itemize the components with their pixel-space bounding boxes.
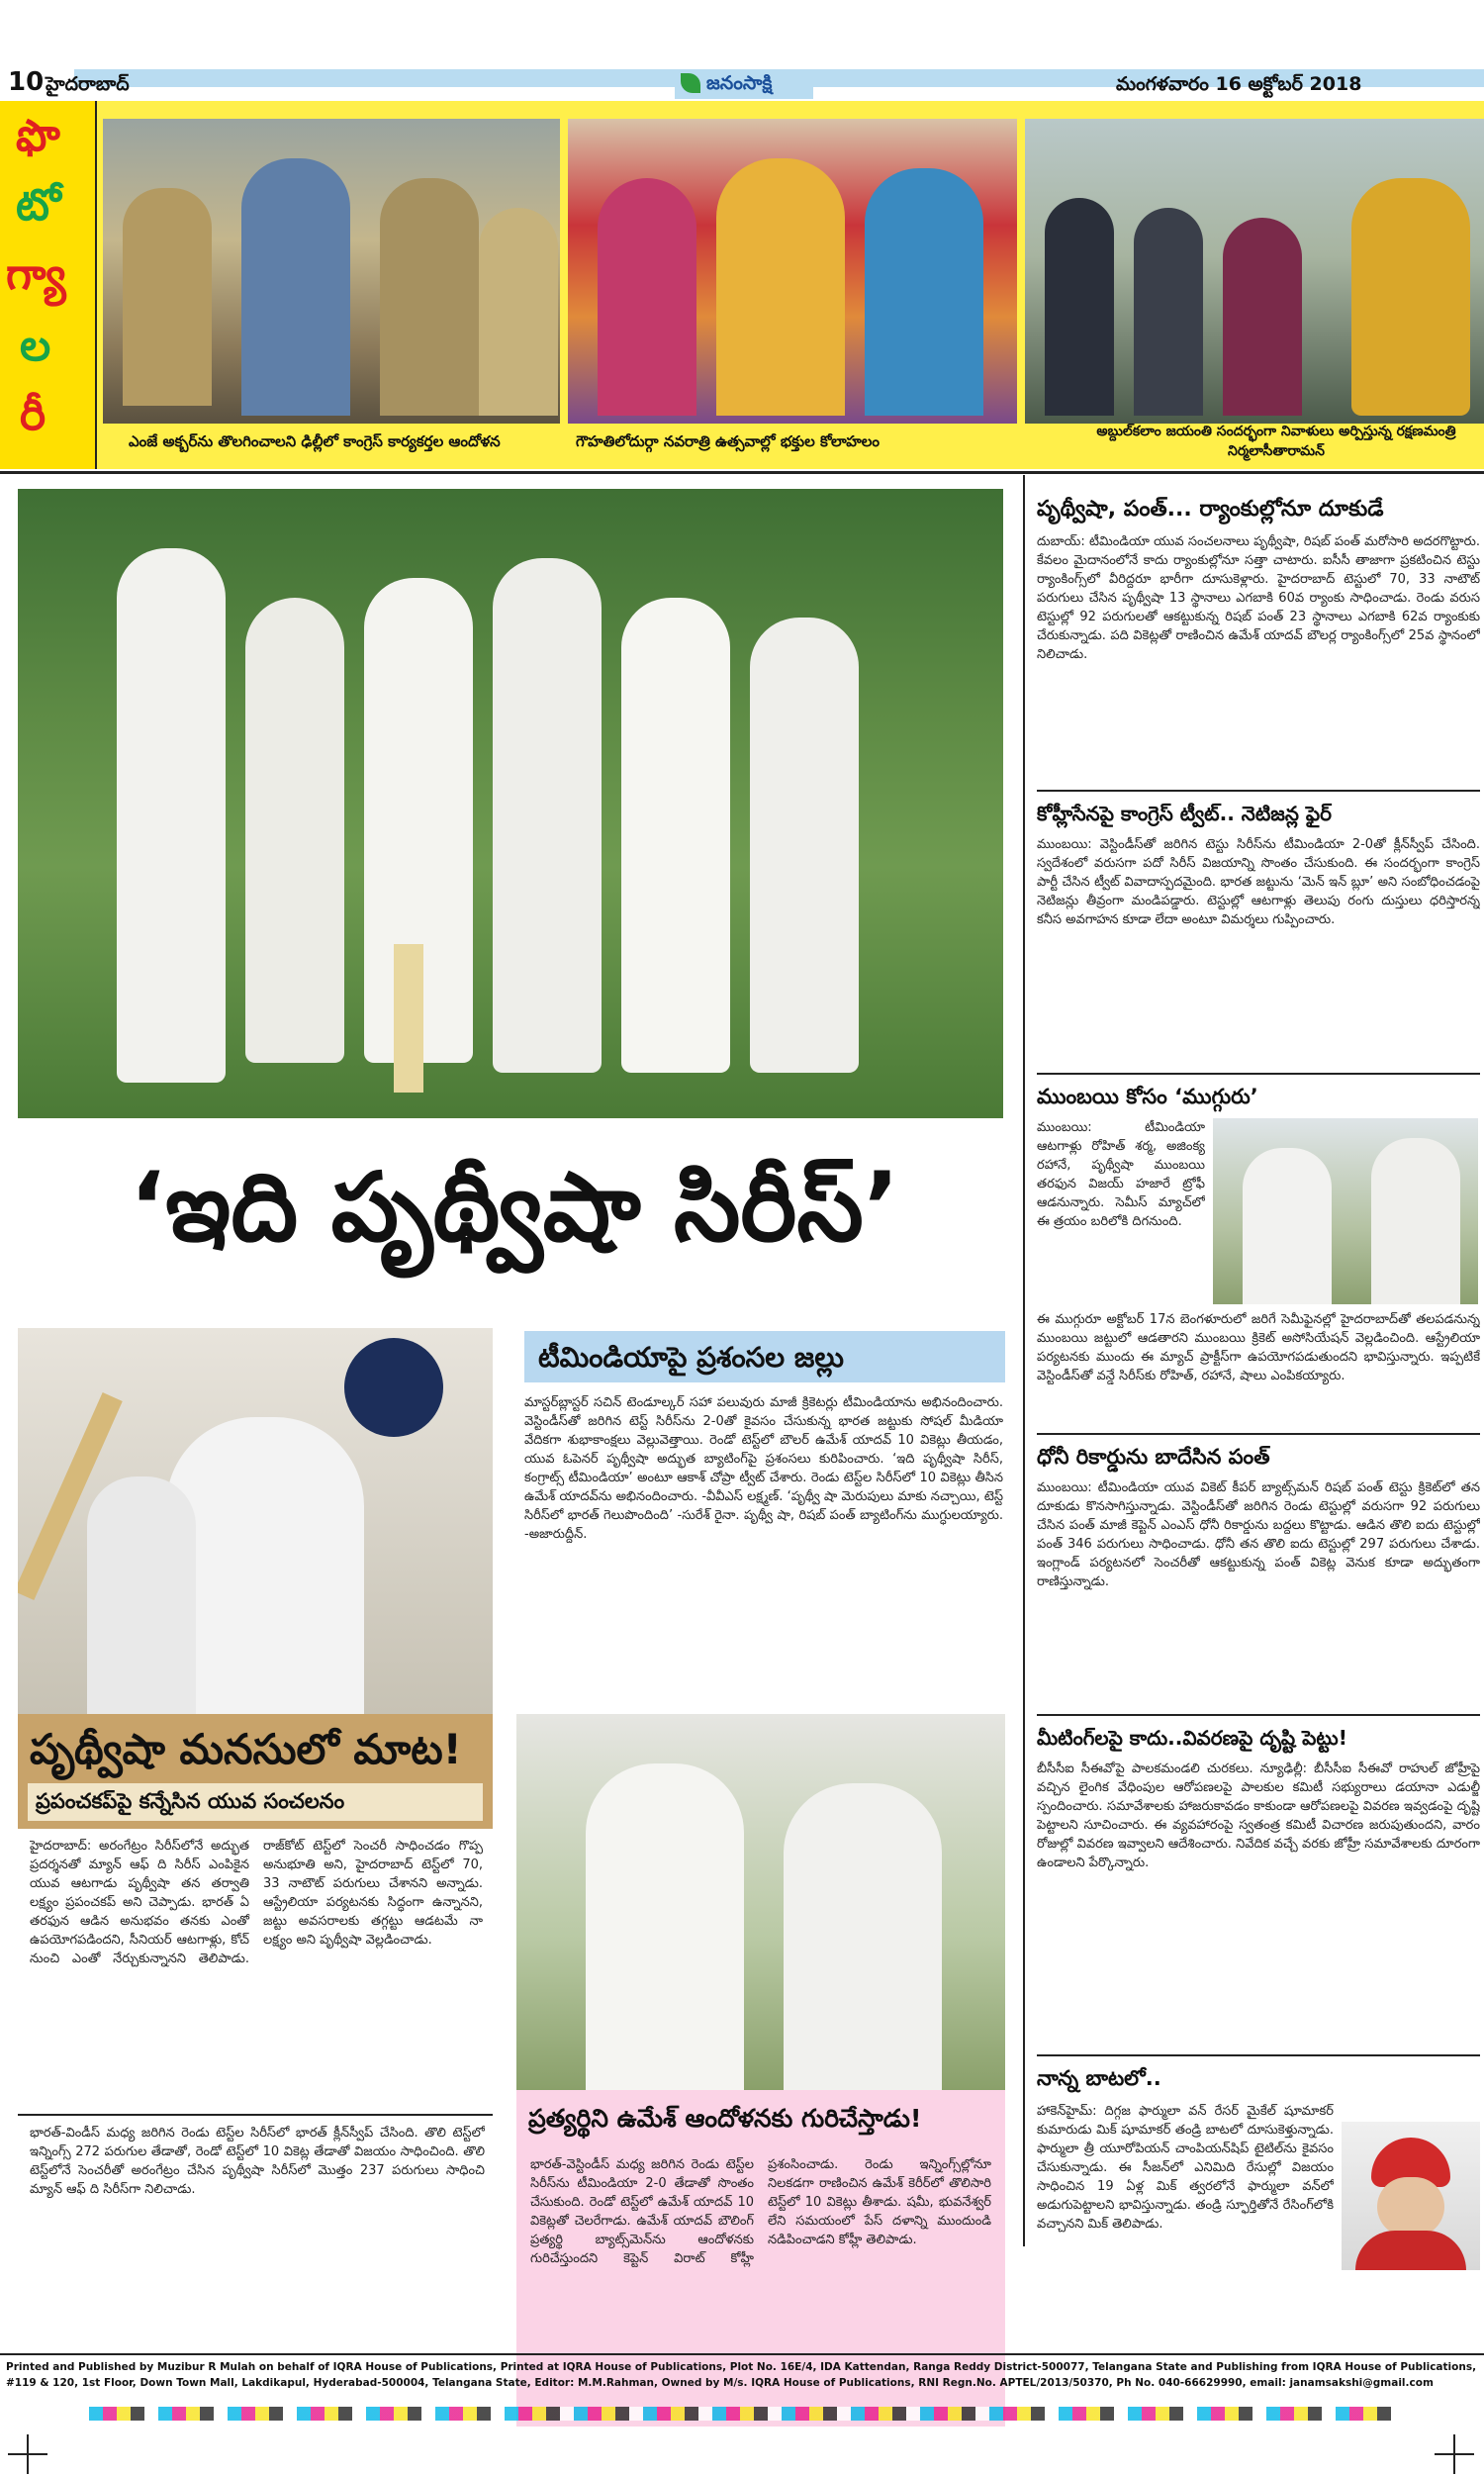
prithvi-body: హైదరాబాద్: అరంగేట్రం సిరీస్‌లోనే అద్భుత ప్రదర్శనతో మ్యాన్ ఆఫ్ ది సిరీస్ ఎంపికైన యువ ఆటగాడు పృథ్వీషా తన తర్వాతి లక్ష్యం ప్రపంచకప్ అని చెప్పాడు. భారత్ ఏ తరఫున ఆడిన అనుభవం తనకు ఎంతో ఉపయోగపడిందని, సీనియర్ ఆటగాళ్లు, కోచ్ నుంచి ఎంతో నేర్చుకున్నానని తెలిపాడు. రాజ్‌కోట్ టెస్ట్‌లో సెంచరీ సాధించడం గొప్ప అనుభూతి అని, హైదరాబాద్ టెస్ట్‌లో 70, 33 నాటౌట్ పరుగులు చేశానని అన్నాడు. ఆస్ట్రేలియా పర్యటనకు సిద్ధంగా ఉన్నానని, జట్టు అవసరాలకు తగ్గట్టు ఆడటమే నా లక్ష్యం అని పృథ్వీషా వెల్లడించాడు.: [30, 1839, 483, 1966]
mumbai-players-photo: [1213, 1118, 1478, 1304]
pant-body: ముంబయి: టీమిండియా యువ వికెట్ కీపర్ బ్యాట్స్‌మన్ రిషబ్ పంత్ టెస్టు క్రికెట్‌లో తన దూకుడు కొనసాగిస్తున్నాడు. వెస్టిండీస్‌తో జరిగిన రెండు టెస్టుల్లో వరుసగా 92 పరుగులు చేసిన పంత్ మాజీ కెప్టెన్ ఎంఎస్ ధోనీ రికార్డును బద్దలు కొట్టాడు. ఆడిన తొలి ఐదు టెస్టుల్లో పంత్ 346 పరుగులు సాధించాడు. ధోనీ తన తొలి ఐదు టెస్టుల్లో 297 పరుగులు చేశాడు. ఇంగ్లాండ్ పర్యటనలో సెంచరీతో ఆకట్టుకున్న పంత్ వికెట్ల వెనుక కూడా అద్భుతంగా రాణిస్తున్నాడు.: [1037, 1480, 1480, 1589]
main-headline: ‘ఇది పృథ్వీషా సిరీస్’: [129, 1152, 900, 1263]
pant-headline: ధోనీ రికార్డును బాదేసిన పంత్: [1037, 1445, 1270, 1469]
gallery-divider: [0, 471, 1484, 474]
gallery-side-char: రీ: [20, 390, 46, 440]
registration-mark: [8, 2434, 47, 2474]
column-divider: [1023, 475, 1025, 2246]
gallery-side-char: గ్యా: [6, 249, 66, 300]
main-story: [0, 475, 1023, 2345]
prithvi-headline: పృథ్వీషా మనసులో మాట!: [30, 1725, 462, 1773]
mick-schumacher-photo: [1342, 2122, 1480, 2270]
prithvi-subhead-bar: [28, 1783, 483, 1821]
rank-body: దుబాయ్: టీమిండియా యువ సంచలనాలు పృథ్వీషా, రిషబ్ పంత్ మరోసారి అదరగొట్టారు. కేవలం మైదానంలోనే కాదు ర్యాంకుల్లోనూ సత్తా చాటారు. ఐసీసీ తాజాగా ప్రకటించిన టెస్టు ర్యాంకింగ్స్‌లో వీరిద్దరూ భారీగా దూసుకెళ్లారు. హైదరాబాద్ టెస్టులో 70, 33 నాటౌట్ పరుగులు చేసిన పృథ్వీషా 13 స్థానాలు ఎగబాకి 60వ ర్యాంకు సాధించాడు. రెండు వరుస టెస్టుల్లో 92 పరుగులతో ఆకట్టుకున్న రిషబ్ పంత్ 23 స్థానాలు ఎగబాకి 62వ ర్యాంకుకు చేరుకున్నాడు. పది వికెట్లతో రాణించిన ఉమేశ్ యాదవ్ బౌలర్ల ర్యాంకింగ్స్‌లో 25వ స్థానంలో నిలిచాడు.: [1037, 534, 1480, 662]
praise-subhead-box: [524, 1331, 1005, 1382]
bottom-left-divider: [18, 2114, 493, 2116]
tweet-body: ముంబయి: వెస్టిండీస్‌తో జరిగిన టెస్టు సిరీస్‌ను టీమిండియా 2-0తో క్లీన్‌స్వీప్ చేసింది. స్వదేశంలో వరుసగా పదో సిరీస్ విజయాన్ని సొంతం చేసుకుంది. ఈ సందర్భంగా కాంగ్రెస్ పార్టీ చేసిన ట్వీట్ వివాదాస్పదమైంది. భారత జట్టును ‘మెన్ ఇన్ బ్లూ’ అని సంబోధించడంపై నెటిజన్లు తీవ్రంగా మండిపడ్డారు. టెస్టుల్లో ఆటగాళ్లు తెలుపు రంగు దుస్తులు ధరిస్తారన్న కనీస అవగాహన కూడా లేదా అంటూ విమర్శలు గుప్పించారు.: [1037, 837, 1480, 927]
section-divider: [1037, 1073, 1480, 1075]
gallery-photo-navratri: [568, 119, 1017, 424]
paper-name: జనంసాక్షి: [706, 72, 773, 94]
masthead: [0, 0, 1484, 101]
gallery-caption: గౌహతిలోదుర్గా నవరాత్రి ఉత్సవాల్లో భక్తుల కోలాహలం: [576, 432, 880, 450]
rank-headline: పృథ్వీషా, పంత్... ర్యాంకుల్లోనూ దూకుడే: [1037, 497, 1384, 522]
team-celebration-photo: [18, 489, 1003, 1118]
section-divider: [1037, 1433, 1480, 1435]
gallery-side-char: ఫొ: [16, 111, 60, 161]
gallery-caption: అబ్దుల్‌కలాం జయంతి సందర్భంగా నివాళులు అర్పిస్తున్న రక్షణమంత్రి నిర్మలాసీతారామన్: [1096, 424, 1456, 459]
gallery-photo-kalam: [1025, 119, 1484, 424]
section-divider: [1037, 790, 1480, 792]
registration-mark: [1435, 2434, 1474, 2474]
gallery-caption: ఎంజే అక్బర్‌ను తొలగించాలని ఢిల్లీలో కాంగ్రెస్ కార్యకర్తల ఆందోళన: [129, 432, 501, 450]
prithvi-shaw-photo: [18, 1328, 493, 1714]
mumbai-body: ఈ ముగ్గురూ అక్టోబర్ 17న బెంగళూరులో జరిగే సెమీఫైనల్లో హైదరాబాద్‌తో తలపడనున్న ముంబయి జట్టులో ఆడతారని ముంబయి క్రికెట్ అసోసియేషన్ వెల్లడించింది. ఆస్ట్రేలియా పర్యటనకు ముందు ఈ మ్యాచ్ ప్రాక్టీస్‌గా ఉపయోగపడుతుందని భావిస్తున్నారు. ఇప్పటికే వెస్టిండీస్‌తో వన్డే సిరీస్‌కు రోహిత్, రహానే, షాలు ఎంపికయ్యారు.: [1037, 1312, 1480, 1383]
page-number: 10: [8, 67, 45, 97]
right-column: [1029, 475, 1484, 2246]
mumbai-headline: ముంబయి కోసం ‘ముగ్గురు’: [1037, 1085, 1258, 1108]
bcci-body: బీసీసీఐ సీఈవోపై పాలకమండలి చురకలు. న్యూఢిల్లీ: బీసీసీఐ సీఈవో రాహుల్ జోహ్రీపై వచ్చిన లైంగిక వేధింపుల ఆరోపణలపై పాలకుల కమిటీ సభ్యురాలు డయానా ఎడుల్జీ స్పందించారు. సమావేశాలకు హాజరుకావడం కాకుండా ఆరోపణలపై వివరణ ఇవ్వడంపై దృష్టి పెట్టాలని సూచించారు. ఈ వ్యవహారంపై స్వతంత్ర కమిటీ విచారణ జరుపుతుందని, వారం రోజుల్లో వివరణ ఇవ్వాలని ఆదేశించారు. నివేదిక వచ్చే వరకు జోహ్రీ సమావేశాలకు దూరంగా ఉండాలని పేర్కొన్నారు.: [1037, 1761, 1480, 1870]
color-calibration-strip: [89, 2407, 1395, 2421]
mick-headline: నాన్న బాటలో..: [1037, 2066, 1161, 2090]
bcci-headline: మీటింగ్‌లపై కాదు..వివరణపై దృష్టి పెట్టు!: [1037, 1726, 1347, 1750]
umesh-body: భారత్-వెస్టిండీస్ మధ్య జరిగిన రెండు టెస్ట్‌ల సిరీస్‌ను టీమిండియా 2-0 తేడాతో సొంతం చేసుకుంది. రెండో టెస్ట్‌లో ఉమేశ్ యాదవ్ 10 వికెట్లతో చెలరేగాడు. ఉమేశ్ యాదవ్ బౌలింగ్ ప్రత్యర్థి బ్యాట్స్‌మెన్‌ను ఆందోళనకు గురిచేస్తుందని కెప్టెన్ విరాట్ కోహ్లీ ప్రశంసించాడు. రెండు ఇన్నింగ్స్‌ల్లోనూ నిలకడగా రాణించిన ఉమేశ్ కెరీర్‌లో తొలిసారి టెస్ట్‌లో 10 వికెట్లు తీశాడు. షమీ, భువనేశ్వర్ లేని సమయంలో పేస్ దళాన్ని ముందుండి నడిపించాడని కోహ్లీ తెలిపాడు.: [530, 2157, 991, 2266]
city-label: హైదరాబాద్: [46, 73, 130, 95]
praise-body: మాస్టర్‌బ్లాస్టర్ సచిన్ టెండూల్కర్ సహా పలువురు మాజీ క్రికెటర్లు టీమిండియాను అభినందించారు. వెస్టిండీస్‌తో జరిగిన టెస్ట్ సిరీస్‌ను 2-0తో కైవసం చేసుకున్న భారత జట్టుకు సోషల్ మీడియా వేదికగా శుభాకాంక్షలు వెల్లువెత్తాయి. రెండో టెస్ట్‌లో బౌలర్ ఉమేశ్ యాదవ్ 10 వికెట్లు తీయడం, యువ ఓపెనర్ పృథ్వీషా అద్భుత బ్యాటింగ్‌పై ప్రశంసలు కురిపించారు. ‘ఇది పృథ్వీషా సిరీస్, కంగ్రాట్స్ టీమిండియా’ అంటూ ఆకాశ్ చోప్రా ట్వీట్ చేశారు. రెండు టెస్ట్‌ల సిరీస్‌లో 10 వికెట్లు తీసిన ఉమేశ్ యాదవ్‌ను అభినందించారు. -వీవీఎస్ లక్ష్మణ్. ‘పృథ్వీ షా మెరుపులు మాకు నచ్చాయి, టెస్ట్ సిరీస్‌లో భారత్ గెలుపొందింది’ -సురేశ్ రైనా. పృథ్వీ షా, రిషబ్ పంత్ బ్యాటింగ్‌ను ముగ్ధులయ్యారు. -అజారుద్దీన్.: [524, 1395, 1003, 1542]
footer-imprint-line1: Printed and Published by Muzibur R Mulah on behalf of IQRA House of Publications, Printed at IQRA House of Publications, Plot No. 16E/4, IDA Kattendan, Ranga Reddy District-500077, Telangana State and Publishing from IQRA House of Publications,: [6, 2361, 1477, 2373]
leaf-icon: [681, 73, 700, 93]
prithvi-subhead: ప్రపంచకప్‌పై కన్నేసిన యువ సంచలనం: [36, 1789, 345, 1813]
gallery-side-char: టో: [16, 180, 61, 231]
mumbai-body-top: ముంబయి: టీమిండియా ఆటగాళ్లు రోహిత్ శర్మ, అజింక్య రహానే, పృథ్వీషా ముంబయి తరఫున విజయ్ హజారే ట్రోఫీ ఆడనున్నారు. సెమీస్ మ్యాచ్‌లో ఈ త్రయం బరిలోకి దిగనుంది.: [1037, 1120, 1205, 1229]
gallery-photo-protest: [103, 119, 560, 424]
mick-body: హాకెన్‌హైమ్: దిగ్గజ ఫార్ములా వన్ రేసర్ మైకేల్ షూమాకర్ కుమారుడు మిక్ షూమాకర్ తండ్రి బాటలో దూసుకెళ్తున్నాడు. ఫార్ములా త్రీ యూరోపియన్ చాంపియన్‌షిప్ టైటిల్‌ను కైవసం చేసుకున్నాడు. ఈ సీజన్‌లో ఎనిమిది రేసుల్లో విజయం సాధించిన 19 ఏళ్ల మిక్ త్వరలోనే ఫార్ములా వన్‌లో అడుగుపెట్టాలని భావిస్తున్నాడు. తండ్రి స్ఫూర్తితోనే రేసింగ్‌లోకి వచ్చానని మిక్ తెలిపాడు.: [1037, 2104, 1334, 2232]
paper-logo: [675, 69, 813, 99]
issue-date: మంగళవారం 16 అక్టోబర్ 2018: [1116, 73, 1362, 95]
footer-imprint-line2: #119 & 120, 1st Floor, Down Town Mall, Lakdikapul, Hyderabad-500004, Telangana State, Editor: M.M.Rahman, Owned by M/s. IQRA House of Publications, RNI Regn.No. APTEL/2013/50370, Ph No. 040-66629990, email: janamsakshi@gmail.com: [6, 2377, 1434, 2389]
footer-divider: [0, 2353, 1484, 2355]
praise-subhead: టీమిండియాపై ప్రశంసల జల్లు: [538, 1341, 844, 1374]
tweet-headline: కోహ్లీసేనపై కాంగ్రెస్ ట్వీట్.. నెటిజన్ల ఫైర్: [1037, 802, 1332, 825]
umesh-kohli-photo: [516, 1714, 1005, 2090]
gallery-side-char: ల: [20, 321, 51, 371]
gallery-side-label: [0, 101, 97, 469]
bottom-left-body: భారత్-విండీస్ మధ్య జరిగిన రెండు టెస్ట్‌ల సిరీస్‌లో భారత్ క్లీన్‌స్వీప్ చేసింది. తొలి టెస్ట్‌లో ఇన్నింగ్స్ 272 పరుగుల తేడాతో, రెండో టెస్ట్‌లో 10 వికెట్ల తేడాతో విజయం సాధించింది. తొలి టెస్ట్‌లోనే సెంచరీతో అరంగేట్రం చేసిన పృథ్వీషా సిరీస్‌లో మొత్తం 237 పరుగులు సాధించి మ్యాన్ ఆఫ్ ది సిరీస్‌గా నిలిచాడు.: [30, 2126, 485, 2197]
prithvi-story-box: [18, 1714, 493, 1829]
umesh-headline: ప్రత్యర్థిని ఉమేశ్ ఆందోళనకు గురిచేస్తాడు!: [528, 2104, 922, 2133]
section-divider: [1037, 2054, 1480, 2056]
section-divider: [1037, 1714, 1480, 1716]
photo-gallery: [0, 101, 1484, 469]
